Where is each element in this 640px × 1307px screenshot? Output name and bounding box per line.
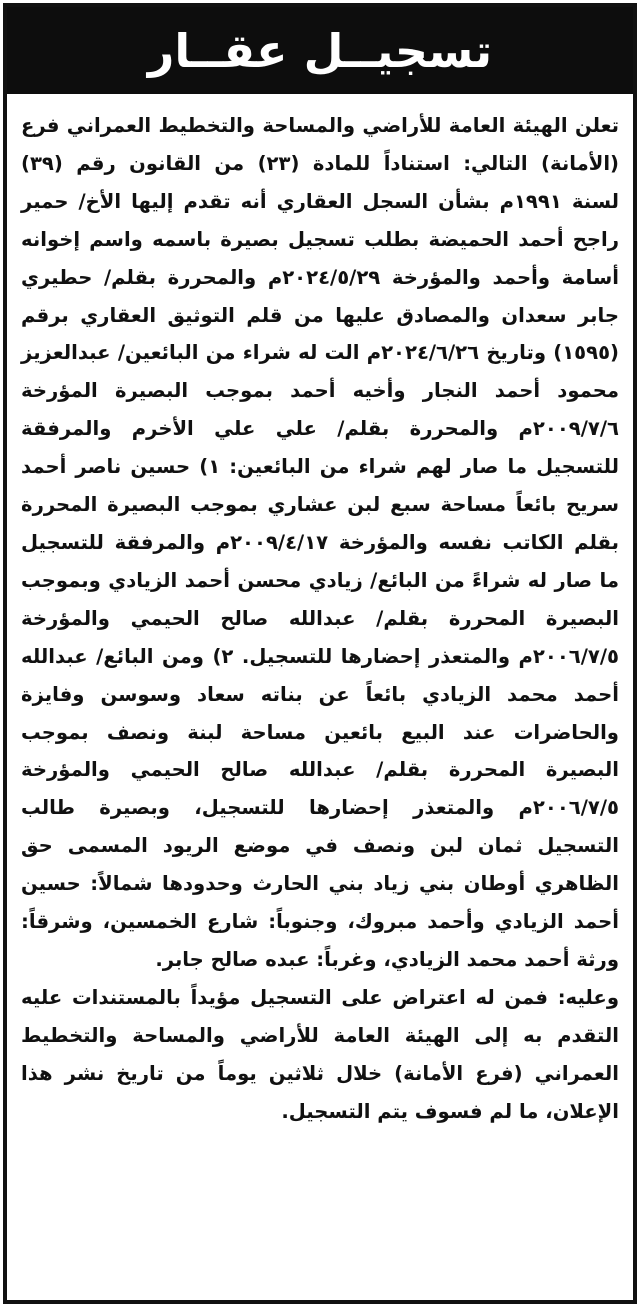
notice-header [7, 7, 633, 94]
notice-title: تسجيــل عقــار [147, 23, 493, 78]
notice-paragraph-objection: وعليه: فمن له اعتراض على التسجيل مؤيداً بالمستندات عليه التقدم به إلى الهيئة العامة للأراضي والمساحة والتخطيط العمراني (فرع الأمانة) خلال ثلاثين يوماً من تاريخ نشر هذا الإعلان، ما لم فسوف يتم التسجيل. [21, 985, 619, 1123]
notice-body [21, 107, 619, 1130]
notice-paragraph-main: تعلن الهيئة العامة للأراضي والمساحة والتخطيط العمراني فرع (الأمانة) التالي: استناداً للمادة (٢٣) من القانون رقم (٣٩) لسنة ١٩٩١م بشأن السجل العقاري أنه تقدم إليها الأخ/ حمير راجح أحمد الحميضة بطلب تسجيل بصيرة باسمه واسم إخوانه أسامة وأحمد والمؤرخة ٢٠٢٤/٥/٢٩م والمحررة بقلم/ حطيري جابر سعدان والمصادق عليها من قلم التوثيق العقاري برقم (١٥٩٥) وتاريخ ٢٠٢٤/٦/٢٦م الت له شراء من البائعين/ عبدالعزيز محمود أحمد النجار وأخيه أحمد بموجب البصيرة المؤرخة ٢٠٠٩/٧/٦م والمحررة بقلم/ علي علي الأخرم والمرفقة للتسجيل ما صار لهم شراء من البائعين: ١) حسين ناصر أحمد سريح بائعاً مساحة سبع لبن عشاري بموجب البصيرة المحررة بقلم الكاتب نفسه والمؤرخة ٢٠٠٩/٤/١٧م والمرفقة للتسجيل ما صار له شراءً من البائع/ زيادي محسن أحمد الزيادي وبموجب البصيرة المحررة بقلم/ عبدالله صالح الحيمي والمؤرخة ٢٠٠٦/٧/٥م والمتعذر إحضارها للتسجيل. ٢) ومن البائع/ عبدالله أحمد محمد الزيادي بائعاً عن بناته سعاد وسوسن وفايزة والحاضرات عند البيع بائعين مساحة لبنة ونصف بموجب البصيرة المحررة بقلم/ عبدالله صالح الحيمي والمؤرخة ٢٠٠٦/٧/٥م والمتعذر إحضارها للتسجيل، وبصيرة طالب التسجيل ثمان لبن ونصف في موضع الريود المسمى حق الظاهري أوطان بني زياد بني الحارث وحدودها شمالاً: حسين أحمد الزيادي وأحمد مبروك، وجنوباً: شارع الخمسين، وشرقاً: ورثة أحمد محمد الزيادي، وغرباً: عبده صالح جابر. [21, 114, 620, 971]
notice-frame [3, 3, 637, 1304]
